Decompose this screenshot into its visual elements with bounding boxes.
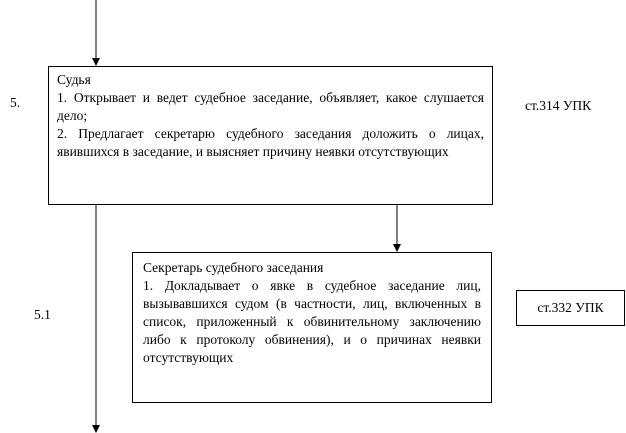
judge-title: Судья <box>57 72 91 87</box>
arrowhead-continue-down <box>92 425 100 433</box>
reference-st332-box <box>516 290 625 326</box>
secretary-action-1: 1. Докладывает о явке в судебное заседание лиц, вызывавшихся судом (в частности, лиц, включенных в список, приложенный к обвинительному заключению либо к протоколу обвинения), и о причинах неявки отсутствующих <box>143 278 481 365</box>
step-number-5: 5. <box>10 95 21 110</box>
secretary-title: Секретарь судебного заседания <box>143 260 324 275</box>
arrowhead-to-secretary <box>393 244 401 252</box>
reference-st314: ст.314 УПК <box>525 98 592 113</box>
judge-action-1: 1. Открывает и ведет судебное заседание, объявляет, какое слушается дело; <box>57 90 484 123</box>
arrowhead-into-judge <box>92 58 100 66</box>
judge-box <box>48 66 493 205</box>
judge-action-2: 2. Предлагает секретарю судебного заседания доложить о лицах, явившихся в заседание, и выясняет причину неявки отсутствующих <box>57 126 484 159</box>
reference-st332: ст.332 УПК <box>537 300 604 315</box>
secretary-box <box>132 252 492 403</box>
step-number-5-1: 5.1 <box>34 307 51 322</box>
